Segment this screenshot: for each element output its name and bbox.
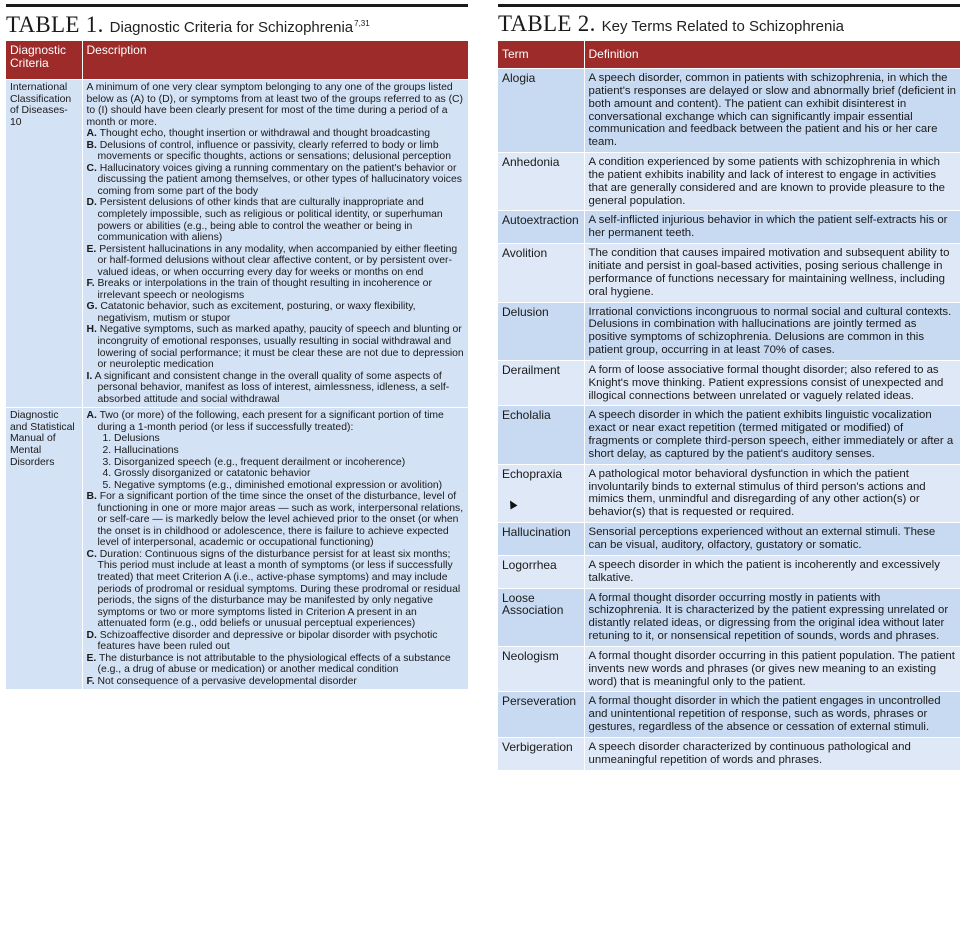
table2-number: TABLE 2. (498, 11, 596, 36)
table1-panel (6, 4, 468, 689)
icd-item-f (87, 278, 465, 301)
dsm-item-e (87, 653, 465, 676)
dsm-item-c-text: Duration: Continuous signs of the disturbance persist for at least six months; This period must include at least a month of symptoms (or less if successfully treated) that meet Criterion A (i.e., active-phase symptoms) and may include periods of prodromal or residual symptoms. During these prodromal or residual periods, the signs of the disturbance may be manifested by only negative symptoms or two or more symptoms listed in Criterion A present in an attenuated form (e.g., odd beliefs or unusual perceptual experiences) (97, 548, 461, 630)
table2-header-definition: Definition (584, 41, 960, 69)
table2-panel (498, 4, 960, 770)
icd-item-c (87, 163, 465, 198)
definition-cell: A formal thought disorder occurring in this patient population. The patient invents new words and phrases (or gives new meaning to an existing word) that is meaningful only to the patient. (584, 646, 960, 692)
description-cell-dsm (82, 408, 468, 690)
table1-title-refs: 7,31 (354, 19, 370, 28)
definition-cell: A speech disorder in which the patient is incoherently and excessively talkative. (584, 555, 960, 588)
definition-cell: A speech disorder characterized by continuous pathological and unmeaningful repetition of words and phrases. (584, 737, 960, 769)
table2-title-text: Key Terms Related to Schizophrenia (601, 18, 845, 35)
icd-item-g (87, 301, 465, 324)
table1-title (6, 7, 468, 41)
dsm-item-f-letter: F. (86, 675, 95, 687)
table1 (6, 41, 468, 689)
dsm-item-d (87, 630, 465, 653)
icd-item-a-letter: A. (86, 128, 97, 140)
icd-item-h-letter: H. (86, 324, 97, 336)
icd-item-b-text: Delusions of control, influence or passivity, clearly referred to body or limb movements or specific thoughts, actions or sensations; delusional perception (97, 139, 451, 163)
icd-item-f-letter: F. (86, 278, 95, 290)
definition-cell: A formal thought disorder in which the patient engages in uncontrolled and unintentional repetition of response, such as words, phrases or gestures, regardless of the absence or cessation of external stimuli. (584, 692, 960, 738)
dsm-item-a-text: Two (or more) of the following, each present for a significant portion of time during a 1-month period (or less if successfully treated): (97, 410, 444, 433)
table1-header-criteria: Diagnostic Criteria (6, 41, 82, 80)
icd-item-h (87, 324, 465, 370)
icd-item-i-letter: I. (86, 370, 93, 382)
term-row (498, 244, 960, 302)
term-cell: Hallucination (498, 523, 584, 556)
icd-item-d-text: Persistent delusions of other kinds that are culturally inappropriate and completely impossible, such as religious or political identity, or superhuman powers or abilities (e.g., being able to control the weather or being in communication with aliens) (97, 197, 443, 244)
dsm-item-b (87, 491, 465, 549)
term-cell: Autoextraction (498, 211, 584, 244)
icd-item-d (87, 197, 465, 243)
icd-intro: A minimum of one very clear symptom belonging to any one of the groups listed below as (A) to (D), or symptoms from at least two of the groups referred to as (C) to (I) should have been clearly present for most of the time during a period of a month or more. (86, 82, 463, 128)
term-row (498, 588, 960, 646)
criteria-cell-icd: International Classification of Diseases-10 (6, 80, 82, 408)
definition-cell: A formal thought disorder occurring mostly in patients with schizophrenia. It is characterized by the patient expressing unrelated or distantly related ideas, or digressing from the original idea without later retuning to it, or nonsensical repetition of sounds, words and phrases. (584, 588, 960, 646)
term-row (498, 406, 960, 464)
term-cell: Derailment (498, 360, 584, 406)
definition-cell: A form of loose associative formal thought disorder; also refered to as Knight's move thinking. Patient expressions consist of unexpected and illogical connections between unrelated or vaguely related ideas. (584, 360, 960, 406)
dsm-item-b-text: For a significant portion of the time since the onset of the disturbance, level of functioning in one or more major areas — such as work, interpersonal relations, or self-care — is markedly below the level achieved prior to the onset (or when the onset is in childhood or adolescence, there is failure to achieve expected level of interpersonal, academic or occupational functioning) (97, 491, 464, 549)
dsm-item-c-letter: C. (86, 548, 97, 560)
icd-item-e-text: Persistent hallucinations in any modality, when accompanied by either fleeting or half-formed delusions without clear affective content, or by persistent over-valued ideas, or when occurring every day for weeks or months on end (97, 243, 458, 278)
dsm-item-d-letter: D. (86, 629, 97, 641)
term-cell: Alogia (498, 69, 584, 153)
table1-header-row (6, 41, 468, 80)
table1-header-description: Description (82, 41, 468, 80)
icd-item-a (87, 128, 465, 140)
table1-row-dsm (6, 408, 468, 690)
icd-item-f-text: Breaks or interpolations in the train of thought resulting in incoherence or irrelevant speech or neologisms (97, 278, 432, 301)
dsm-item-a (87, 410, 465, 433)
dsm-item-b-letter: B. (86, 491, 97, 503)
term-row (498, 523, 960, 556)
table1-title-text: Diagnostic Criteria for Schizophrenia (109, 19, 354, 36)
icd-item-d-letter: D. (86, 197, 97, 209)
term-cell: Delusion (498, 302, 584, 360)
term-row (498, 360, 960, 406)
table2-header-term: Term (498, 41, 584, 69)
dsm-sub-item-5: 5. Negative symptoms (e.g., diminished emotional expression or avolition) (102, 479, 443, 491)
table1-row-icd (6, 80, 468, 408)
icd-item-g-text: Catatonic behavior, such as excitement, posturing, or waxy flexibility, negativism, mutism or stupor (97, 301, 416, 324)
dsm-item-f (87, 676, 465, 688)
icd-item-b (87, 140, 465, 163)
definition-cell: A pathological motor behavioral dysfunction in which the patient involuntarily binds to external stimulus of third person's actions and mimics them, unmindful and disregarding of any other action(s) or behavior(s) that is requested or required. (584, 464, 960, 522)
icd-item-i (87, 371, 465, 406)
dsm-sub-item-3: 3. Disorganized speech (e.g., frequent derailment or incoherence) (102, 456, 406, 468)
dsm-item-f-text: Not consequence of a pervasive developmental disorder (97, 675, 357, 687)
term-row (498, 646, 960, 692)
dsm-item-e-letter: E. (86, 652, 97, 664)
icd-item-e (87, 244, 465, 279)
term-cell: Loose Association (498, 588, 584, 646)
term-row (498, 464, 960, 522)
term-row (498, 153, 960, 211)
definition-cell: A condition experienced by some patients with schizophrenia in which the patient exhibits inability and lack of interest to engage in activities that are generally considered and are known to provide pleasure to the general population. (584, 153, 960, 211)
icd-item-g-letter: G. (86, 301, 98, 313)
dsm-sub-item-4: 4. Grossly disorganized or catatonic behavior (102, 468, 311, 480)
dsm-item-a-letter: A. (86, 410, 97, 422)
dsm-sub-item-2: 2. Hallucinations (102, 444, 179, 456)
term-row (498, 737, 960, 769)
icd-item-i-text: A significant and consistent change in the overall quality of some aspects of personal behavior, manifest as loss of interest, aimlessness, idleness, a self-absorbed attitude and social withdrawal (94, 370, 450, 405)
definition-cell: Sensorial perceptions experienced without an external stimuli. These can be visual, auditory, olfactory, gustatory or somatic. (584, 523, 960, 556)
definition-cell: The condition that causes impaired motivation and subsequent ability to initiate and persist in goal-based activities, posing serious challenge in performance of functions necessary for maintaining wellness, including oral hygiene. (584, 244, 960, 302)
icd-item-c-letter: C. (86, 162, 97, 174)
term-cell: Anhedonia (498, 153, 584, 211)
term-cell: Logorrhea (498, 555, 584, 588)
icd-item-b-letter: B. (86, 139, 97, 151)
term-row (498, 69, 960, 153)
term-cell: Neologism (498, 646, 584, 692)
term-cell: Avolition (498, 244, 584, 302)
table2-header-row (498, 41, 960, 69)
term-row (498, 555, 960, 588)
criteria-cell-dsm: Diagnostic and Statistical Manual of Mental Disorders (6, 408, 82, 690)
term-cell: Echopraxia (498, 464, 584, 522)
definition-cell: Irrational convictions incongruous to normal social and cultural contexts. Delusions in combination with hallucinations are jointly termed as positive symptoms of schizophrenia. Delusions are common in this patient group, occurring in at least 70% of cases. (584, 302, 960, 360)
term-row (498, 692, 960, 738)
table1-number: TABLE 1. (6, 12, 104, 37)
icd-item-e-letter: E. (86, 243, 97, 255)
term-cell: Verbigeration (498, 737, 584, 769)
table2 (498, 41, 960, 770)
term-row (498, 302, 960, 360)
term-cell: Echolalia (498, 406, 584, 464)
definition-cell: A speech disorder, common in patients with schizophrenia, in which the patient's responses are delayed or slow and abnormally brief (deficient in both amount and content). The patient can exhibit disinterest in conversational exchange which can significantly impair essential communication and feedback between the patient and his or her care team. (584, 69, 960, 153)
dsm-sub-item-1: 1. Delusions (102, 433, 160, 445)
icd-item-c-text: Hallucinatory voices giving a running commentary on the patient's behavior or discussing the patient among themselves, or other types of hallucinatory voices coming from some part of the body (97, 162, 462, 197)
term-row (498, 211, 960, 244)
definition-cell: A speech disorder in which the patient exhibits linguistic vocalization exact or near exact repetition (termed mitigated or modified) of fragments or complete third-person speech, either immediately or after a short delay, as captured by the patient's auditory senses. (584, 406, 960, 464)
description-cell-icd (82, 80, 468, 408)
dsm-item-e-text: The disturbance is not attributable to the physiological effects of a substance (e.g., a drug of abuse or medication) or another medical condition (97, 652, 451, 676)
term-cell: Perseveration (498, 692, 584, 738)
definition-cell: A self-inflicted injurious behavior in which the patient self-extracts his or her permanent teeth. (584, 211, 960, 244)
icd-item-h-text: Negative symptoms, such as marked apathy, paucity of speech and blunting or incongruity of emotional responses, usually resulting in social withdrawal and lowering of social performance; it must be clear these are not due to depression or neuroleptic medication (97, 324, 464, 371)
icd-item-a-text: Thought echo, thought insertion or withdrawal and thought broadcasting (99, 128, 431, 140)
dsm-item-c (87, 549, 465, 630)
dsm-item-d-text: Schizoaffective disorder and depressive or bipolar disorder with psychotic features have been ruled out (97, 629, 438, 653)
table2-title (498, 7, 960, 41)
